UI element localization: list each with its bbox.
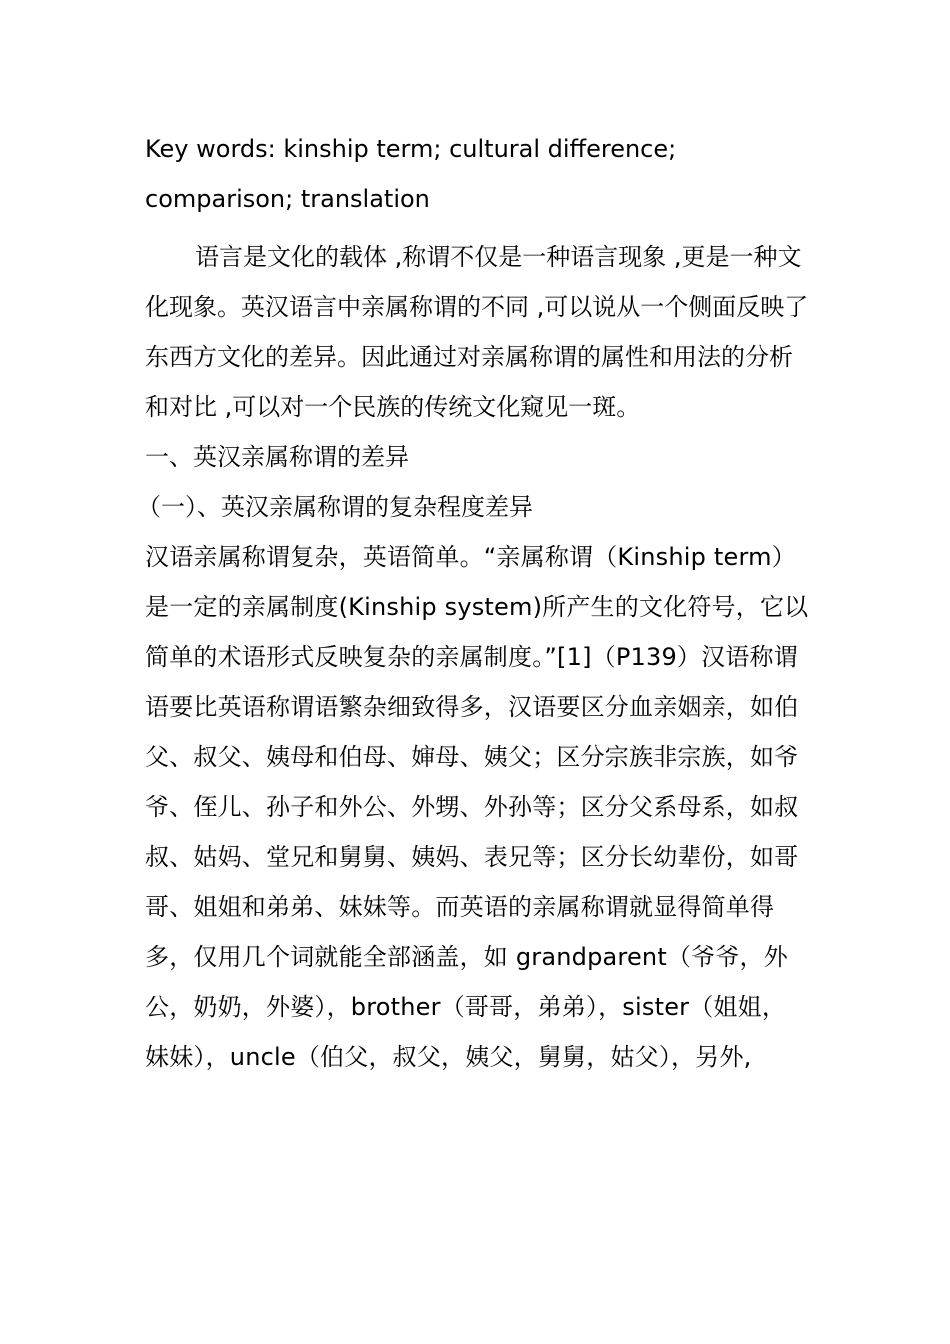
keywords-line: Key words: kinship term; cultural difference; comparison; translation xyxy=(145,135,677,213)
subsection-heading: （一）、英汉亲属称谓的复杂程度差异 xyxy=(137,493,533,521)
document-page xyxy=(137,124,810,1082)
intro-paragraph: 语言是文化的载体 ,称谓不仅是一种语言现象 ,更是一种文化现象。英汉语言中亲属称谓的不同 ,可以说从一个侧面反映了东西方文化的差异。因此通过对亲属称谓的属性和用法的分析和对比 ,可以对一个民族的传统文化窥见一斑。 xyxy=(145,243,809,421)
section-heading: 一、英汉亲属称谓的差异 xyxy=(145,443,409,471)
body-paragraph: 汉语亲属称谓复杂，英语简单。“亲属称谓（Kinship term）是一定的亲属制度(Kinship system)所产生的文化符号，它以简单的术语形式反映复杂的亲属制度。”[1]（P139）汉语称谓语要比英语称谓语繁杂细致得多，汉语要区分血亲姻亲，如伯父、叔父、姨母和伯母、婶母、姨父；区分宗族非宗族，如爷爷、侄儿、孙子和外公、外甥、外孙等；区分父系母系，如叔叔、姑妈、堂兄和舅舅、姨妈、表兄等；区分长幼辈份，如哥哥、姐姐和弟弟、妹妹等。而英语的亲属称谓就显得简单得多，仅用几个词就能全部涵盖，如 grandparent（爷爷，外公，奶奶，外婆），brother（哥哥，弟弟），sister（姐姐，妹妹），uncle（伯父，叔父，姨父，舅舅，姑父），另外, xyxy=(145,543,809,1071)
